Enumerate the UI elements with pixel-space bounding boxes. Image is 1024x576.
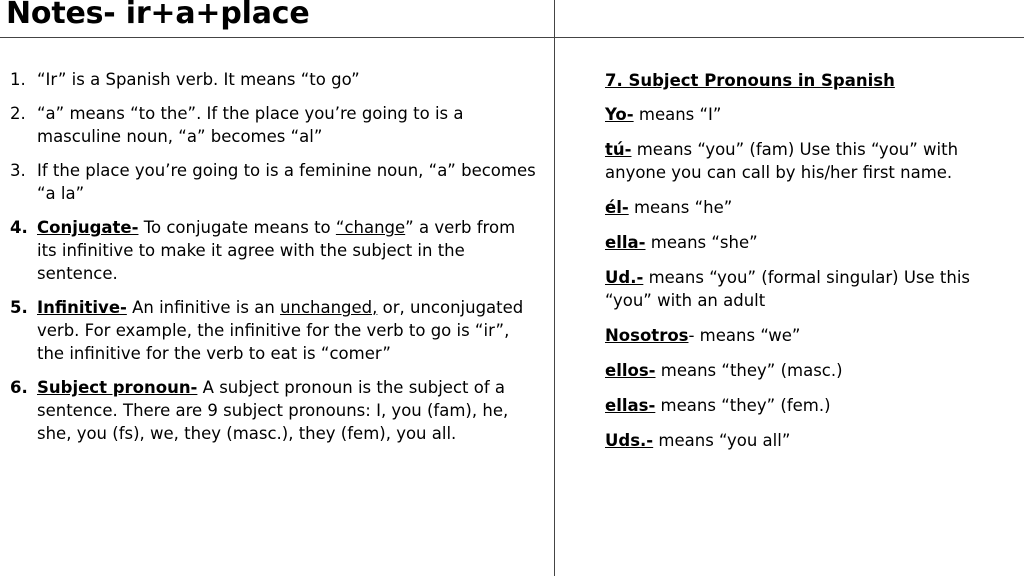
pronoun-term: ellos- <box>605 361 656 380</box>
title-divider <box>0 37 1024 38</box>
item-text <box>37 376 540 445</box>
item-text-part: or, unconjugated verb. For example, the infinitive for the verb to go is “ir”, the infinitive for the verb to eat is “comer” <box>37 298 524 363</box>
item-number: 3. <box>10 161 26 180</box>
list-item <box>10 159 540 205</box>
pronoun-item <box>605 196 1010 219</box>
pronoun-item <box>605 138 1010 184</box>
pronoun-item <box>605 231 1010 254</box>
pronoun-meaning: means “I” <box>633 105 722 124</box>
pronoun-meaning: means “they” (masc.) <box>655 361 843 380</box>
underlined-word: unchanged, <box>280 298 378 317</box>
pronoun-meaning: means “they” (fem.) <box>655 396 831 415</box>
item-text <box>37 296 540 365</box>
item-number: 6. <box>10 378 28 397</box>
pronoun-meaning: means “you” (formal singular) Use this “you” with an adult <box>605 268 971 310</box>
pronoun-term: él- <box>605 198 629 217</box>
list-item <box>10 216 540 285</box>
pronoun-item <box>605 429 1010 452</box>
list-item <box>10 102 540 148</box>
item-text-part: An infinitive is an <box>126 298 281 317</box>
item-text-part: A subject pronoun is the subject of a sentence. There are 9 subject pronouns: I, you (fam), he, she, you (fs), we, they (masc.), they (fem), you all. <box>37 378 509 443</box>
list-item <box>10 296 540 365</box>
notes-list <box>10 68 540 456</box>
pronoun-term: Uds.- <box>605 431 654 450</box>
column-divider <box>554 0 555 576</box>
item-text <box>37 216 540 285</box>
term-subject-pronoun: Subject pronoun- <box>37 378 198 397</box>
pronoun-meaning: means “she” <box>645 233 758 252</box>
item-number: 5. <box>10 298 28 317</box>
item-text-part: To conjugate means to <box>138 218 336 237</box>
pronoun-term: tú- <box>605 140 632 159</box>
underlined-word: “change <box>335 218 406 237</box>
pronoun-meaning: means “you” (fam) Use this “you” with anyone you can call by his/her first name. <box>605 140 959 182</box>
pronoun-meaning: means “you all” <box>653 431 791 450</box>
item-text: “a” means “to the”. If the place you’re going to is a masculine noun, “a” becomes “al” <box>37 104 464 146</box>
item-number: 4. <box>10 218 28 237</box>
pronouns-panel <box>605 69 1010 464</box>
item-text: “Ir” is a Spanish verb. It means “to go” <box>37 70 360 89</box>
pronouns-heading: 7. Subject Pronouns in Spanish <box>605 71 895 90</box>
list-item <box>10 376 540 445</box>
pronoun-term: Ud.- <box>605 268 644 287</box>
pronoun-meaning: means “he” <box>628 198 733 217</box>
item-number: 2. <box>10 104 26 123</box>
slide-title: Notes- ir+a+place <box>6 0 310 31</box>
list-item <box>10 68 540 91</box>
pronoun-item <box>605 103 1010 126</box>
pronoun-term: Nosotros <box>605 326 689 345</box>
pronoun-term: ella- <box>605 233 646 252</box>
term-infinitive: Infinitive- <box>37 298 127 317</box>
pronoun-term: Yo- <box>605 105 634 124</box>
pronoun-item <box>605 394 1010 417</box>
item-text-part: ” a verb from its infinitive to make it agree with the subject in the sentence. <box>37 218 516 283</box>
item-text: If the place you’re going to is a feminine noun, “a” becomes “a la” <box>37 161 536 203</box>
term-conjugate: Conjugate- <box>37 218 139 237</box>
pronoun-item <box>605 359 1010 382</box>
pronoun-term: ellas- <box>605 396 656 415</box>
pronoun-meaning: - means “we” <box>688 326 801 345</box>
item-number: 1. <box>10 70 26 89</box>
pronoun-item <box>605 324 1010 347</box>
pronoun-item <box>605 266 1010 312</box>
